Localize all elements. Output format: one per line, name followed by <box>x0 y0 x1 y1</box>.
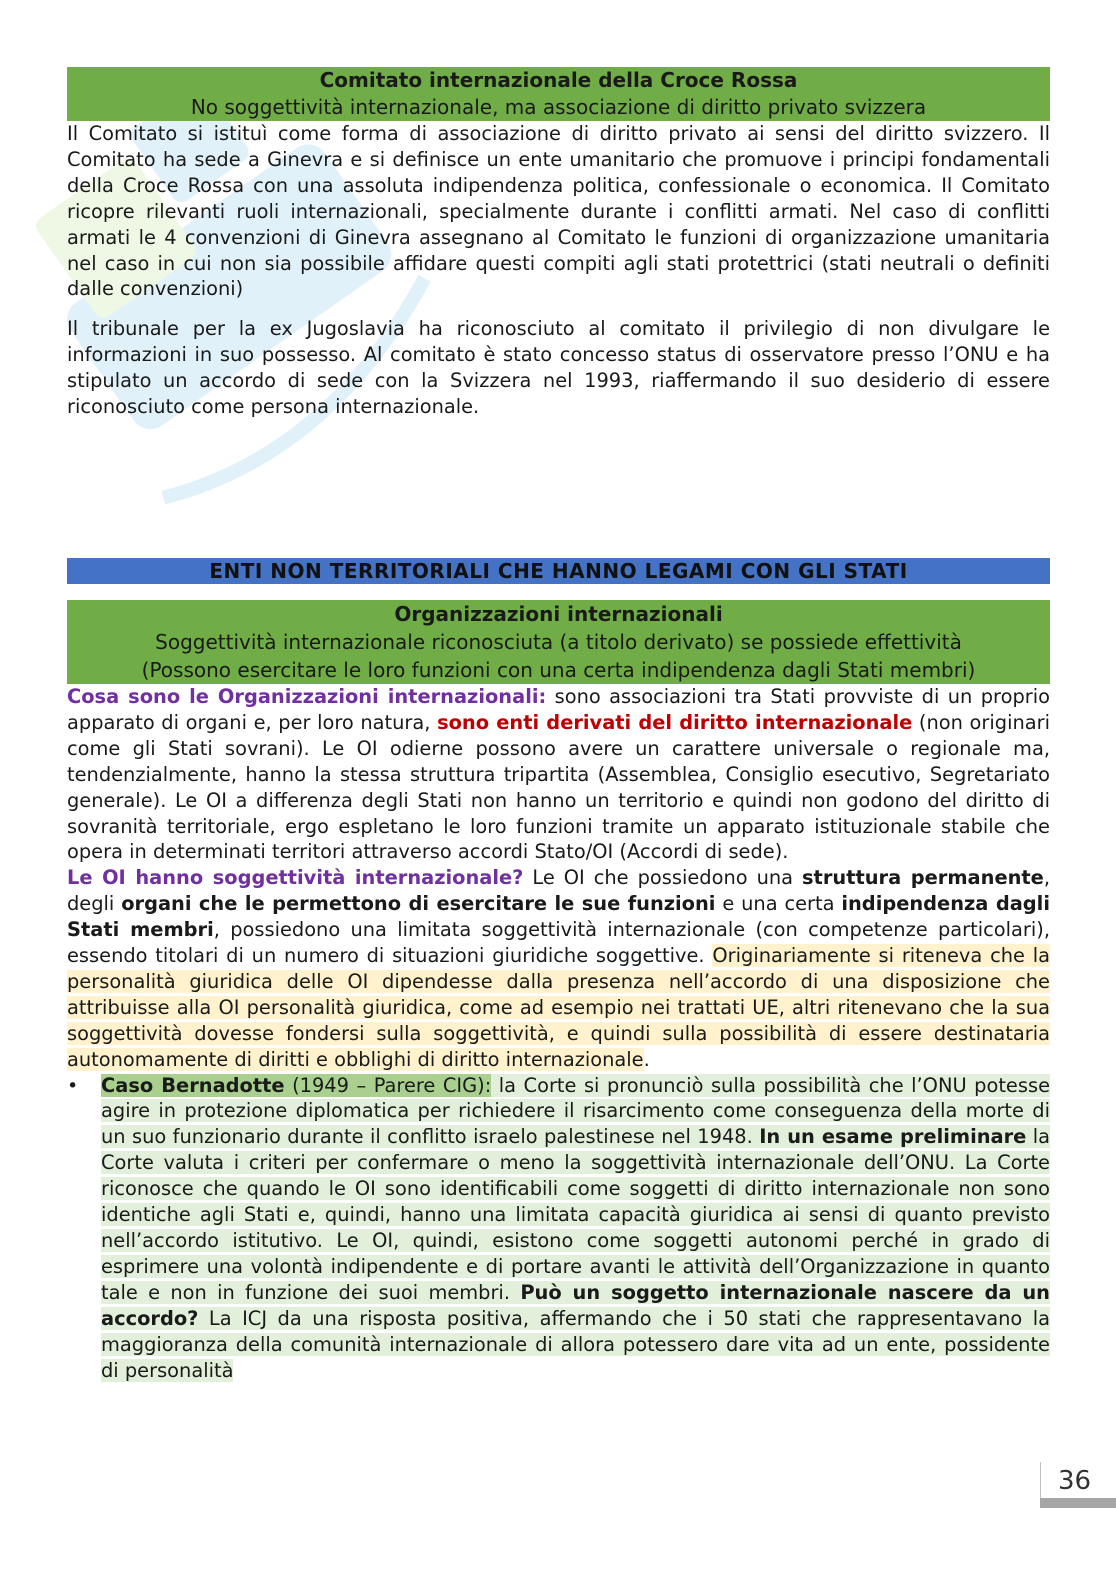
section-banner: ENTI NON TERRITORIALI CHE HANNO LEGAMI CON GLI STATI <box>67 558 1050 584</box>
bold-span: In un esame preliminare <box>759 1125 1027 1149</box>
question-soggettivita: Le OI hanno soggettività internazionale? <box>67 866 524 890</box>
text-span: sono associazioni tra Stati provviste di un proprio apparato di organi e, per loro natura, <box>67 684 1050 734</box>
oi-subtitle-2: (Possono esercitare le loro funzioni con una certa indipendenza dagli Stati membri) <box>141 657 976 682</box>
question-cosa-sono: Cosa sono le Organizzazioni internazionali: <box>67 684 547 708</box>
oi-title: Organizzazioni internazionali <box>394 601 723 626</box>
croce-rossa-subtitle: No soggettività internazionale, ma associazione di diritto privato svizzera <box>190 95 927 119</box>
croce-rossa-paragraph-1: Il Comitato si istituì come forma di associazione di diritto privato ai sensi del diritto svizzero. Il Comitato ha sede a Ginevra e si definisce un ente umanitario che promuove i principi fondamentali della Croce Rossa con una assoluta indipendenza politica, confessionale o economica. Il Comitato ricopre rilevanti ruoli internazionali, specialmente durante i conflitti armati. Nel caso di conflitti armati le 4 convenzioni di Ginevra assegnano al Comitato le funzioni di organizzazione umanitaria nel caso in cui non sia possibile affidare questi compiti agli stati protettrici (stati neutrali o definiti dalle convenzioni) <box>67 122 1050 301</box>
text-span: la Corte valuta i criteri per confermare o meno la soggettività internazionale dell’ONU. La Corte riconosce che quando le OI sono identificabili come soggetti di diritto internazionale non sono identiche agli Stati e, quindi, hanno una limitata capacità giuridica ai sensi di quanto previsto nell’accordo istitutivo. Le OI, quindi, esistono come soggetti autonomi perché in grado di esprimere una volontà indipendente e di portare avanti le attività dell’Organizzazione in quanto tale e non in funzione dei suoi membri. <box>101 1125 1051 1304</box>
oi-soggettivita-paragraph <box>67 865 1050 1072</box>
page-content <box>67 67 1050 1383</box>
highlight-yellow: Originariamente si riteneva che la personalità giuridica delle OI dipendesse dalla presenza nell’accordo di una disposizione che attribuisse alla OI personalità giuridica, come ad esempio nei trattati UE, altri ritenevano che la sua soggettività dovesse fondersi sulla soggettività, e quindi sulla possibilità di essere destinataria autonomamente di diritti e obblighi di diritto internazionale <box>67 944 1050 1071</box>
text-span: la Corte si pronunciò sulla possibilità che l’ONU potesse agire in protezione diplomatica per richiedere il risarcimento come conseguenza della morte di un suo funzionario durante il conflitto israelo palestinese nel 1948. <box>101 1073 1050 1149</box>
croce-rossa-header <box>67 67 1050 121</box>
oi-subtitle-1: Soggettività internazionale riconosciuta (a titolo derivato) se possiede effettività <box>155 629 962 654</box>
text-span: (non originari come gli Stati sovrani). Le OI odierne possono avere un carattere universale o regionale ma, tendenzialmente, hanno la stessa struttura tripartita (Assemblea, Consiglio esecutivo, Segretariato generale). Le OI a differenza degli Stati non hanno un territorio e quindi non godono del diritto di sovranità territoriale, ergo espletano le loro funzioni tramite un apparato istituzionale stabile che opera in determinati territori attraverso accordi Stato/OI (Accordi di sede). <box>67 710 1050 864</box>
list-item <box>67 1073 1050 1384</box>
text-span: e una certa <box>715 892 842 916</box>
croce-rossa-paragraph-2: Il tribunale per la ex Jugoslavia ha riconosciuto al comitato il privilegio di non divulgare le informazioni in suo possesso. Al comitato è stato concesso status di osservatore presso l’ONU e ha stipulato un accordo di sede con la Svizzera nel 1993, riaffermando il suo desiderio di essere riconosciuto come persona internazionale. <box>67 317 1050 419</box>
text-span: La ICJ da una risposta positiva, affermando che i 50 stati che rappresentavano la maggioranza della comunità internazionale di allora potessero dare vita ad un ente, possidente di personalità <box>101 1306 1050 1382</box>
case-detail: (1949 – Parere CIG): <box>284 1073 492 1097</box>
text-span: . <box>643 1047 650 1071</box>
bold-span: Può un soggetto internazionale nascere da un accordo? <box>101 1280 1050 1330</box>
caso-bernadotte-paragraph <box>101 1073 1050 1384</box>
bold-span: struttura permanente <box>802 866 1044 890</box>
text-span: , degli <box>67 866 1050 916</box>
croce-rossa-title: Comitato internazionale della Croce Rossa <box>319 68 798 92</box>
bullet-icon: • <box>67 1074 79 1097</box>
bold-span: organi che le permettono di esercitare le sue funzioni <box>121 892 716 916</box>
oi-definition-paragraph <box>67 684 1050 865</box>
text-span: , possiedono una limitata soggettività internazionale (con competenze particolari), essendo titolari di un numero di situazioni giuridiche soggettive. <box>67 918 1050 968</box>
oi-header <box>67 600 1050 684</box>
case-list <box>67 1073 1050 1384</box>
bold-span: indipendenza dagli Stati membri <box>67 892 1050 942</box>
page-number: 36 <box>1058 1466 1092 1496</box>
page-number-bar <box>1040 1498 1116 1508</box>
case-title: Caso Bernadotte <box>101 1073 285 1097</box>
red-emphasis: sono enti derivati del diritto internazionale <box>437 710 913 734</box>
text-span: Le OI che possiedono una <box>523 866 803 890</box>
